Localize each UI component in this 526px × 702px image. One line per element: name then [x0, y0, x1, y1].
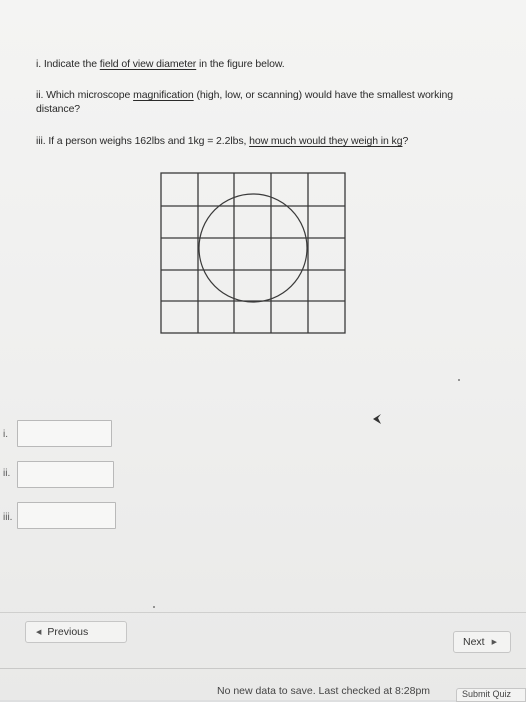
question-3-link[interactable]: how much would they weigh in kg: [249, 135, 403, 147]
field-of-view-figure: [160, 172, 348, 336]
question-2-suffix: (high, low, or scanning) would have the smallest working distance?: [36, 89, 453, 115]
answer-label-1: i.: [3, 429, 8, 440]
question-3-suffix: ?: [402, 135, 409, 147]
speck: [153, 606, 155, 608]
answer-input-3[interactable]: [17, 502, 116, 529]
answer-label-2: ii.: [3, 468, 11, 479]
question-2-prefix: ii. Which microscope: [36, 89, 134, 101]
next-button-label: Next: [463, 636, 485, 648]
question-1-prefix: i. Indicate the: [36, 58, 100, 70]
speck: [458, 379, 460, 381]
answer-label-3: iii.: [3, 512, 13, 523]
answer-input-1[interactable]: [17, 420, 112, 447]
previous-button[interactable]: [25, 621, 127, 643]
question-2: [36, 88, 476, 116]
nav-divider-top: [0, 612, 526, 613]
grid: [161, 173, 345, 333]
triangle-right-icon: ▶: [491, 639, 497, 646]
next-button[interactable]: [453, 631, 511, 653]
question-2-link[interactable]: magnification: [133, 89, 194, 101]
question-1: [36, 57, 285, 71]
question-3-prefix: iii. If a person weighs 162lbs and 1kg = 2.2lbs,: [36, 135, 250, 147]
previous-button-label: Previous: [47, 626, 89, 638]
field-of-view-circle: [199, 194, 307, 302]
save-status-text: No new data to save. Last checked at 8:28pm: [217, 685, 431, 697]
question-3: [36, 134, 408, 148]
footer-divider: [0, 668, 526, 669]
triangle-left-icon: ◀: [36, 629, 42, 636]
answer-input-2[interactable]: [17, 461, 114, 488]
grid-border: [161, 173, 345, 333]
question-1-suffix: in the figure below.: [196, 58, 285, 70]
question-1-link[interactable]: field of view diameter: [99, 58, 197, 70]
submit-quiz-button[interactable]: Submit Quiz: [456, 688, 526, 702]
mouse-pointer-icon: [372, 413, 382, 425]
